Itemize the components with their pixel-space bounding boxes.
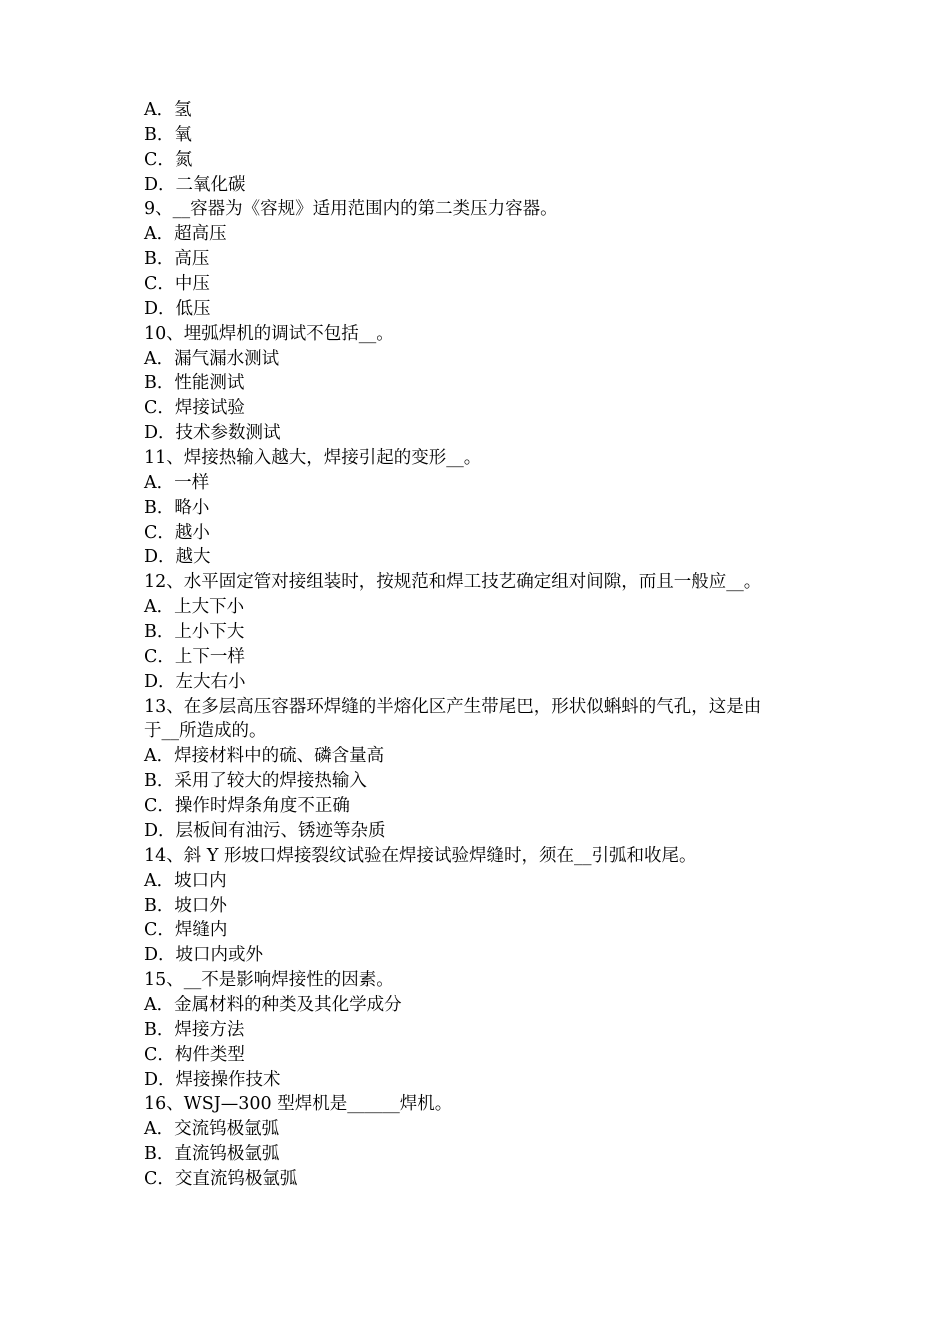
option-line: D．焊接操作技术 bbox=[144, 1069, 281, 1090]
question-line: 15、__不是影响焊接性的因素。 bbox=[144, 970, 394, 991]
option-line: B．上小下大 bbox=[144, 622, 245, 643]
option-line: C．焊缝内 bbox=[144, 920, 228, 941]
option-line: D．越大 bbox=[144, 547, 211, 568]
option-line: A．一样 bbox=[144, 472, 210, 493]
option-line: B．坡口外 bbox=[144, 895, 227, 916]
option-line: B．氧 bbox=[144, 124, 192, 145]
option-line: C．越小 bbox=[144, 522, 210, 543]
option-line: C．操作时焊条角度不正确 bbox=[144, 796, 350, 817]
question-line-continued: 于__所造成的。 bbox=[144, 721, 267, 742]
option-line: A．漏气漏水测试 bbox=[144, 348, 280, 369]
option-line: A．氢 bbox=[144, 100, 192, 120]
option-line: D．技术参数测试 bbox=[144, 423, 281, 444]
option-line: A．上大下小 bbox=[144, 597, 245, 618]
option-line: B．直流钨极氩弧 bbox=[144, 1144, 280, 1165]
option-line: C．中压 bbox=[144, 274, 210, 295]
option-line: D．低压 bbox=[144, 298, 211, 319]
option-line: A．焊接材料中的硫、磷含量高 bbox=[144, 746, 385, 767]
document-body bbox=[144, 98, 834, 1192]
option-line: C．氮 bbox=[144, 149, 193, 170]
question-line: 10、埋弧焊机的调试不包括__。 bbox=[144, 323, 394, 344]
option-line: C．交直流钨极氩弧 bbox=[144, 1168, 298, 1189]
question-line: 9、__容器为《容规》适用范围内的第二类压力容器。 bbox=[144, 199, 558, 220]
option-line: A．坡口内 bbox=[144, 870, 227, 891]
option-line: B．采用了较大的焊接热输入 bbox=[144, 771, 367, 792]
option-line: B．焊接方法 bbox=[144, 1019, 245, 1040]
option-line: C．构件类型 bbox=[144, 1044, 245, 1065]
option-line: D．层板间有油污、锈迹等杂质 bbox=[144, 820, 386, 841]
option-line: A．交流钨极氩弧 bbox=[144, 1119, 280, 1140]
option-line: D．二氧化碳 bbox=[144, 174, 246, 195]
question-line: 12、水平固定管对接组装时，按规范和焊工技艺确定组对间隙，而且一般应__。 bbox=[144, 572, 762, 593]
option-line: C．焊接试验 bbox=[144, 398, 245, 419]
question-line: 14、斜 Y 形坡口焊接裂纹试验在焊接试验焊缝时，须在__引弧和收尾。 bbox=[144, 845, 697, 866]
option-line: A．超高压 bbox=[144, 224, 227, 245]
option-line: D．坡口内或外 bbox=[144, 945, 264, 966]
option-line: B．性能测试 bbox=[144, 373, 245, 394]
option-line: B．高压 bbox=[144, 249, 210, 270]
option-line: C．上下一样 bbox=[144, 646, 245, 667]
option-line: D．左大右小 bbox=[144, 671, 246, 692]
question-line: 13、在多层高压容器环焊缝的半熔化区产生带尾巴，形状似蝌蚪的气孔，这是由 bbox=[144, 696, 762, 717]
option-line: A．金属材料的种类及其化学成分 bbox=[144, 994, 402, 1015]
question-line: 16、WSJ—300 型焊机是______焊机。 bbox=[144, 1094, 453, 1115]
question-line: 11、焊接热输入越大，焊接引起的变形__。 bbox=[144, 448, 482, 469]
option-line: B．略小 bbox=[144, 497, 210, 518]
